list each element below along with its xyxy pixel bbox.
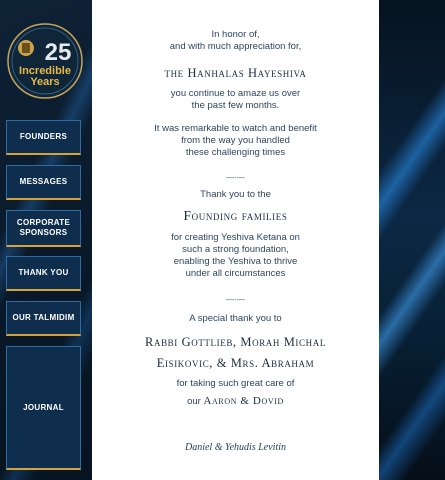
letter-card — [92, 0, 379, 480]
logo-word-1: Incredible — [19, 65, 71, 77]
honoree-teachers-line-2: Eisikovic, & Mrs. Abraham — [156, 356, 315, 370]
para1-line-2: the past few months. — [191, 100, 280, 111]
nav-our-talmidim-button[interactable] — [6, 301, 81, 336]
nav-journal-label: JOURNAL — [23, 402, 64, 412]
para2-line-3: these challenging times — [185, 147, 286, 158]
para4-our: our — [187, 396, 201, 407]
honoree-teachers-line-1: Rabbi Gottlieb, Morah Michal — [145, 335, 326, 349]
para1-line-1: you continue to amaze us over — [170, 88, 301, 99]
para3-line-4: under all circumstances — [185, 268, 286, 279]
thanks-special-intro: A special thank you to — [189, 313, 282, 324]
para2-line-2: from the way you handled — [181, 135, 290, 146]
nav-founders-label: FOUNDERS — [19, 132, 68, 141]
nav-corporate-label-2: SPONSORS — [19, 228, 68, 237]
intro-line-2: and with much appreciation for, — [169, 41, 302, 52]
honoree-hanhalas: the Hanhalas Hayeshiva — [164, 66, 307, 80]
nav-founders-button[interactable] — [6, 120, 81, 155]
25-years-logo[interactable] — [6, 22, 84, 100]
children-names: Aaron & Dovid — [203, 395, 284, 407]
nav-our-talmidim-label: OUR TALMIDIM — [12, 313, 75, 322]
nav-thank-you-button[interactable] — [6, 256, 81, 291]
nav-journal-button[interactable] — [6, 346, 81, 470]
nav-corporate-sponsors-button[interactable] — [6, 210, 81, 247]
signature: Daniel & Yehudis Levitin — [184, 442, 287, 453]
honoree-founding-families: Founding families — [183, 208, 288, 223]
intro-line-1: In honor of, — [211, 29, 260, 40]
thanks-founding-intro: Thank you to the — [200, 189, 271, 200]
nav-thank-you-label: THANK YOU — [18, 268, 69, 277]
nav-messages-button[interactable] — [6, 165, 81, 200]
logo-number: 25 — [44, 39, 72, 66]
left-sidebar — [0, 0, 92, 480]
para4-line-2 — [92, 392, 379, 410]
right-decorative-panel — [379, 0, 445, 480]
divider-2: —·— — [226, 295, 245, 304]
para3-line-2: such a strong foundation, — [182, 244, 289, 255]
logo-word-2: Years — [30, 76, 60, 88]
nav-messages-label: MESSAGES — [19, 177, 68, 186]
para4-line-1: for taking such great care of — [176, 378, 295, 389]
para3-line-1: for creating Yeshiva Ketana on — [171, 232, 300, 243]
para3-line-3: enabling the Yeshiva to thrive — [173, 256, 298, 267]
nav-corporate-label-1: CORPORATE — [16, 218, 71, 227]
divider-1: —·— — [226, 173, 245, 182]
para2-line-1: It was remarkable to watch and benefit — [154, 123, 317, 134]
